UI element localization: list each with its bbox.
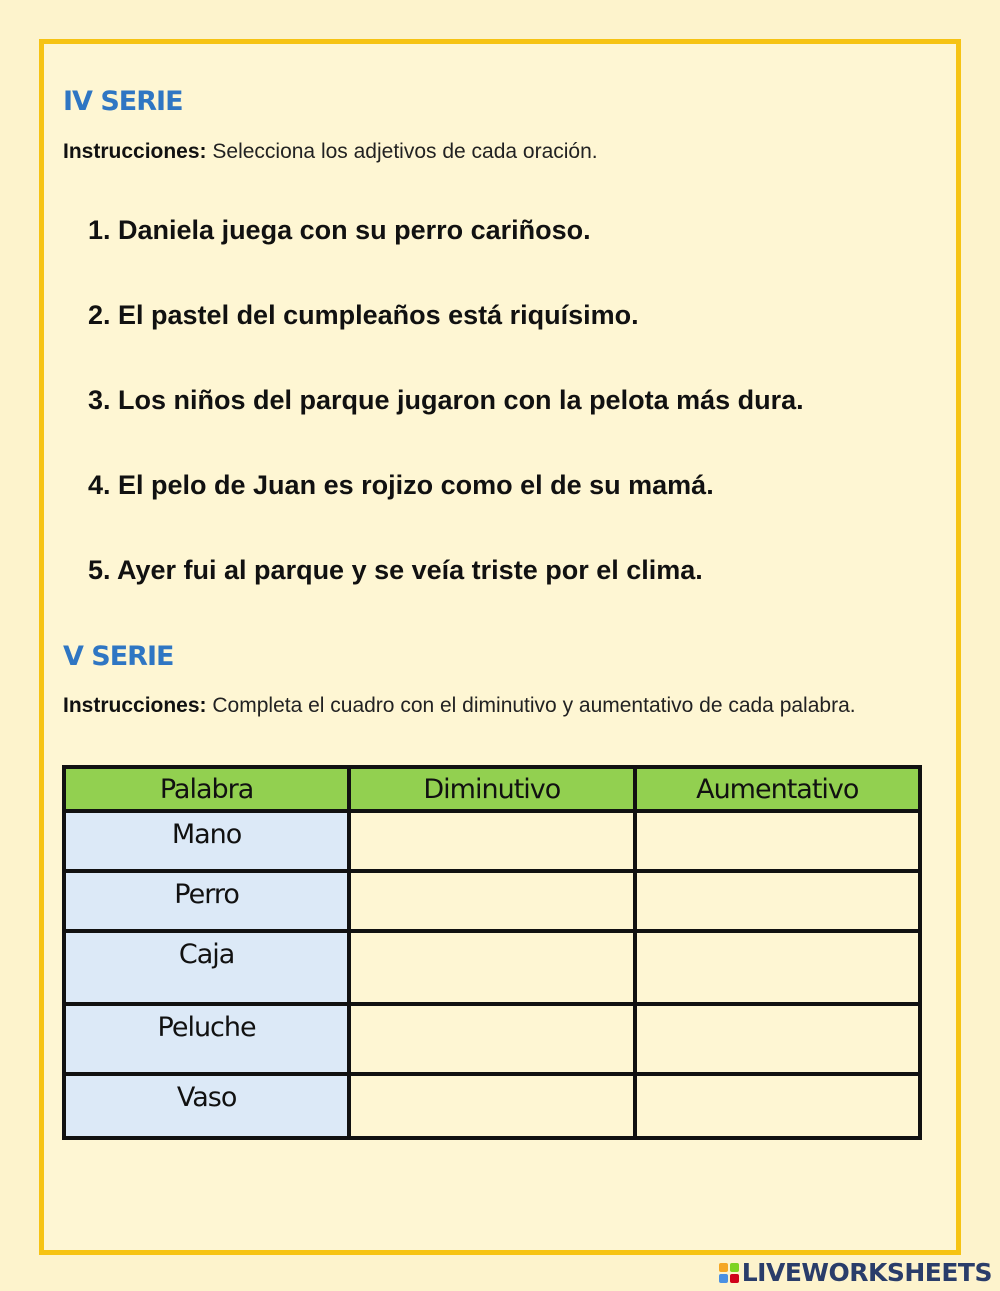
word-cell: Peluche [64, 1004, 349, 1074]
header-palabra: Palabra [64, 767, 349, 811]
augmentative-answer-cell[interactable] [635, 931, 920, 1004]
liveworksheets-logo-icon [719, 1263, 739, 1283]
section-4-title: IV SERIE [63, 86, 183, 117]
table-row [64, 811, 920, 871]
header-aumentativo: Aumentativo [635, 767, 920, 811]
logo-square [730, 1263, 739, 1272]
word-cell: Mano [64, 811, 349, 871]
diminutive-answer-cell[interactable] [349, 811, 634, 871]
word-cell: Caja [64, 931, 349, 1004]
table-row [64, 1074, 920, 1138]
augmentative-answer-cell[interactable] [635, 1004, 920, 1074]
sentence-list [88, 212, 804, 637]
diminutive-answer-cell[interactable] [349, 1004, 634, 1074]
table-row [64, 871, 920, 931]
instructions-label: Instrucciones: [63, 140, 207, 163]
word-table [62, 765, 922, 1140]
sentence-4[interactable]: 4. El pelo de Juan es rojizo como el de su mamá. [88, 470, 714, 500]
diminutive-answer-cell[interactable] [349, 1074, 634, 1138]
table-row [64, 1004, 920, 1074]
instructions-text: Selecciona los adjetivos de cada oración. [206, 140, 598, 163]
diminutive-answer-cell[interactable] [349, 871, 634, 931]
word-cell: Perro [64, 871, 349, 931]
section-5-instructions [63, 690, 943, 721]
worksheet-frame [39, 39, 961, 1255]
instructions-text: Completa el cuadro con el diminutivo y aumentativo de cada palabra. [206, 694, 856, 717]
sentence-5[interactable]: 5. Ayer fui al parque y se veía triste por el clima. [88, 555, 703, 585]
liveworksheets-watermark [719, 1258, 992, 1287]
table-row [64, 931, 920, 1004]
sentence-1[interactable]: 1. Daniela juega con su perro cariñoso. [88, 215, 591, 245]
sentence-2[interactable]: 2. El pastel del cumpleaños está riquísimo. [88, 300, 639, 330]
sentence-3[interactable]: 3. Los niños del parque jugaron con la pelota más dura. [88, 385, 804, 415]
word-cell: Vaso [64, 1074, 349, 1138]
section-4-instructions [63, 136, 943, 167]
header-diminutivo: Diminutivo [349, 767, 634, 811]
augmentative-answer-cell[interactable] [635, 1074, 920, 1138]
augmentative-answer-cell[interactable] [635, 811, 920, 871]
logo-square [719, 1263, 728, 1272]
diminutive-answer-cell[interactable] [349, 931, 634, 1004]
section-5-title: V SERIE [63, 641, 174, 672]
augmentative-answer-cell[interactable] [635, 871, 920, 931]
instructions-label: Instrucciones: [63, 694, 207, 717]
watermark-text: LIVEWORKSHEETS [741, 1258, 992, 1287]
table-header-row [64, 767, 920, 811]
logo-square [719, 1274, 728, 1283]
logo-square [730, 1274, 739, 1283]
